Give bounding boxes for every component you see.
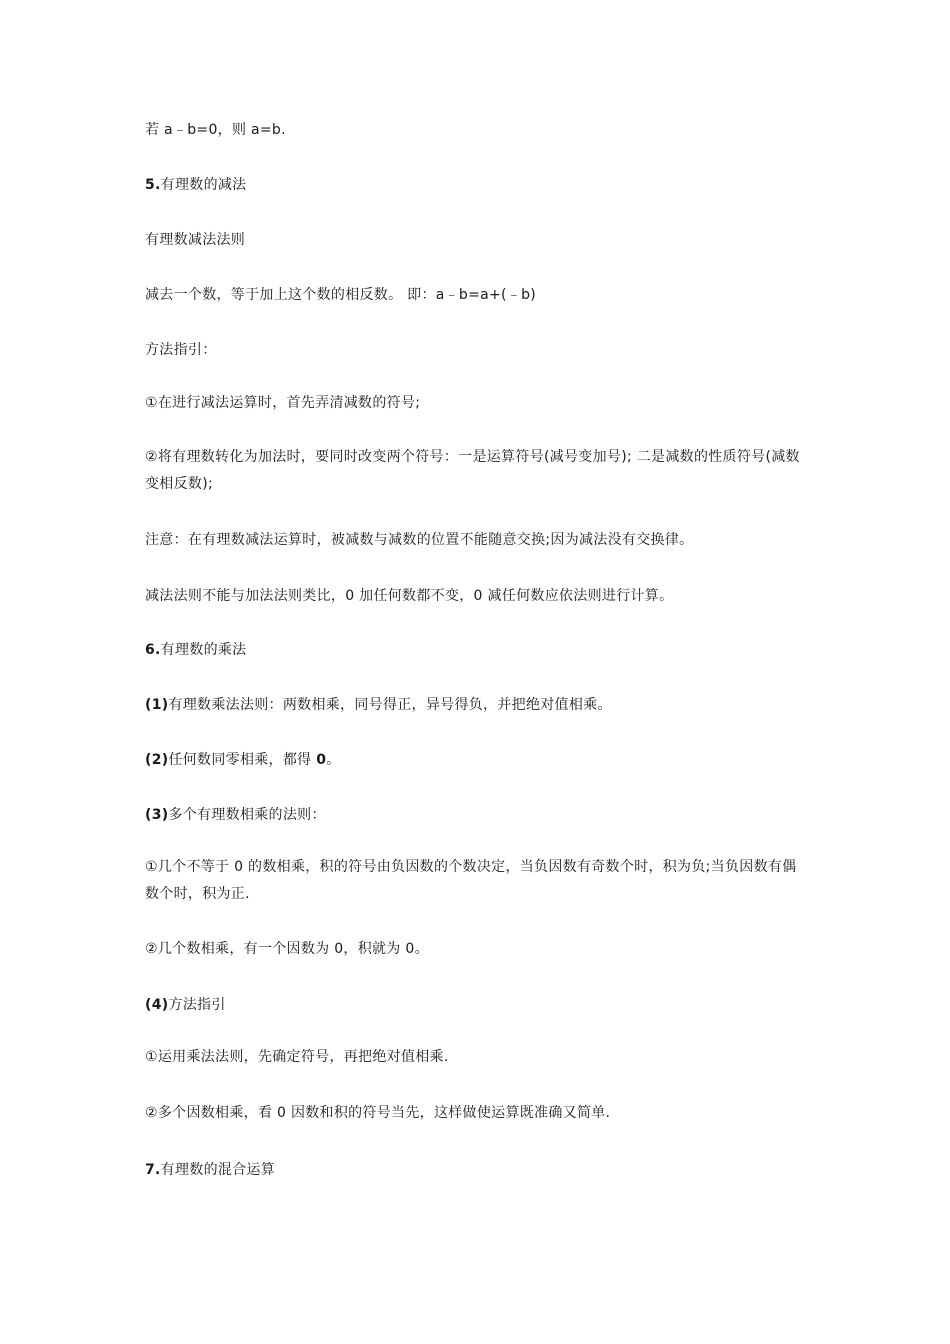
line-tail: 。 — [326, 752, 341, 768]
section-title: 有理数的减法 — [160, 177, 247, 193]
line-text: ①几个不等于 0 的数相乘，积的符号由负因数的个数决定，当负因数有奇数个时，积为负;当负因数有偶数个时，积为正. — [145, 859, 797, 902]
section-number: 6. — [145, 642, 161, 658]
paragraph-line — [145, 229, 245, 251]
line-text: 任何数同零相乘，都得 — [168, 752, 317, 768]
line-text: 有理数乘法法则：两数相乘，同号得正，异号得负，并把绝对值相乘。 — [168, 697, 612, 713]
paragraph-line — [145, 1046, 449, 1068]
item-number: (3) — [145, 807, 169, 823]
line-text: 减去一个数，等于加上这个数的相反数。 即：a﹣b=a+(﹣b) — [145, 287, 537, 303]
item-number: (1) — [145, 697, 169, 713]
paragraph-block — [145, 444, 810, 498]
paragraph-line — [145, 938, 429, 960]
inline-number: 0 — [316, 752, 327, 768]
line-text: 方法指引： — [145, 342, 217, 358]
line-text: 若 a﹣b=0，则 a=b. — [145, 122, 286, 138]
paragraph-block — [145, 854, 810, 908]
paragraph-line — [145, 284, 536, 306]
paragraph-line — [145, 119, 286, 141]
line-text: 注意：在有理数减法运算时，被减数与减数的位置不能随意交换;因为减法没有交换律。 — [145, 532, 694, 548]
item-number: (4) — [145, 997, 169, 1013]
line-text: ①运用乘法法则，先确定符号，再把绝对值相乘. — [145, 1049, 449, 1065]
line-text: ②将有理数转化为加法时，要同时改变两个符号：一是运算符号(减号变加号); 二是减数的性质符号(减数变相反数); — [145, 449, 800, 492]
line-text: ①在进行减法运算时，首先弄清减数的符号; — [145, 395, 421, 411]
paragraph-line — [145, 749, 341, 771]
section-heading-6 — [145, 639, 246, 661]
line-text: 减法法则不能与加法法则类比，0 加任何数都不变，0 减任何数应依法则进行计算。 — [145, 588, 674, 604]
paragraph-line — [145, 529, 693, 551]
item-number: (2) — [145, 752, 169, 768]
section-number: 5. — [145, 177, 161, 193]
line-text: ②多个因数相乘，看 0 因数和积的符号当先，这样做使运算既准确又简单. — [145, 1105, 611, 1121]
line-text: 方法指引 — [168, 997, 226, 1013]
line-text: ②几个数相乘，有一个因数为 0，积就为 0。 — [145, 941, 429, 957]
paragraph-line — [145, 339, 217, 361]
section-heading-5 — [145, 174, 246, 196]
paragraph-line — [145, 804, 326, 826]
line-text: 有理数减法法则 — [145, 232, 246, 248]
section-heading-7 — [145, 1159, 275, 1181]
section-title: 有理数的乘法 — [160, 642, 247, 658]
paragraph-line — [145, 994, 226, 1016]
line-text: 多个有理数相乘的法则： — [168, 807, 326, 823]
paragraph-line — [145, 392, 420, 414]
paragraph-line — [145, 585, 673, 607]
paragraph-line — [145, 1102, 610, 1124]
section-number: 7. — [145, 1162, 161, 1178]
section-title: 有理数的混合运算 — [160, 1162, 276, 1178]
paragraph-line — [145, 694, 612, 716]
